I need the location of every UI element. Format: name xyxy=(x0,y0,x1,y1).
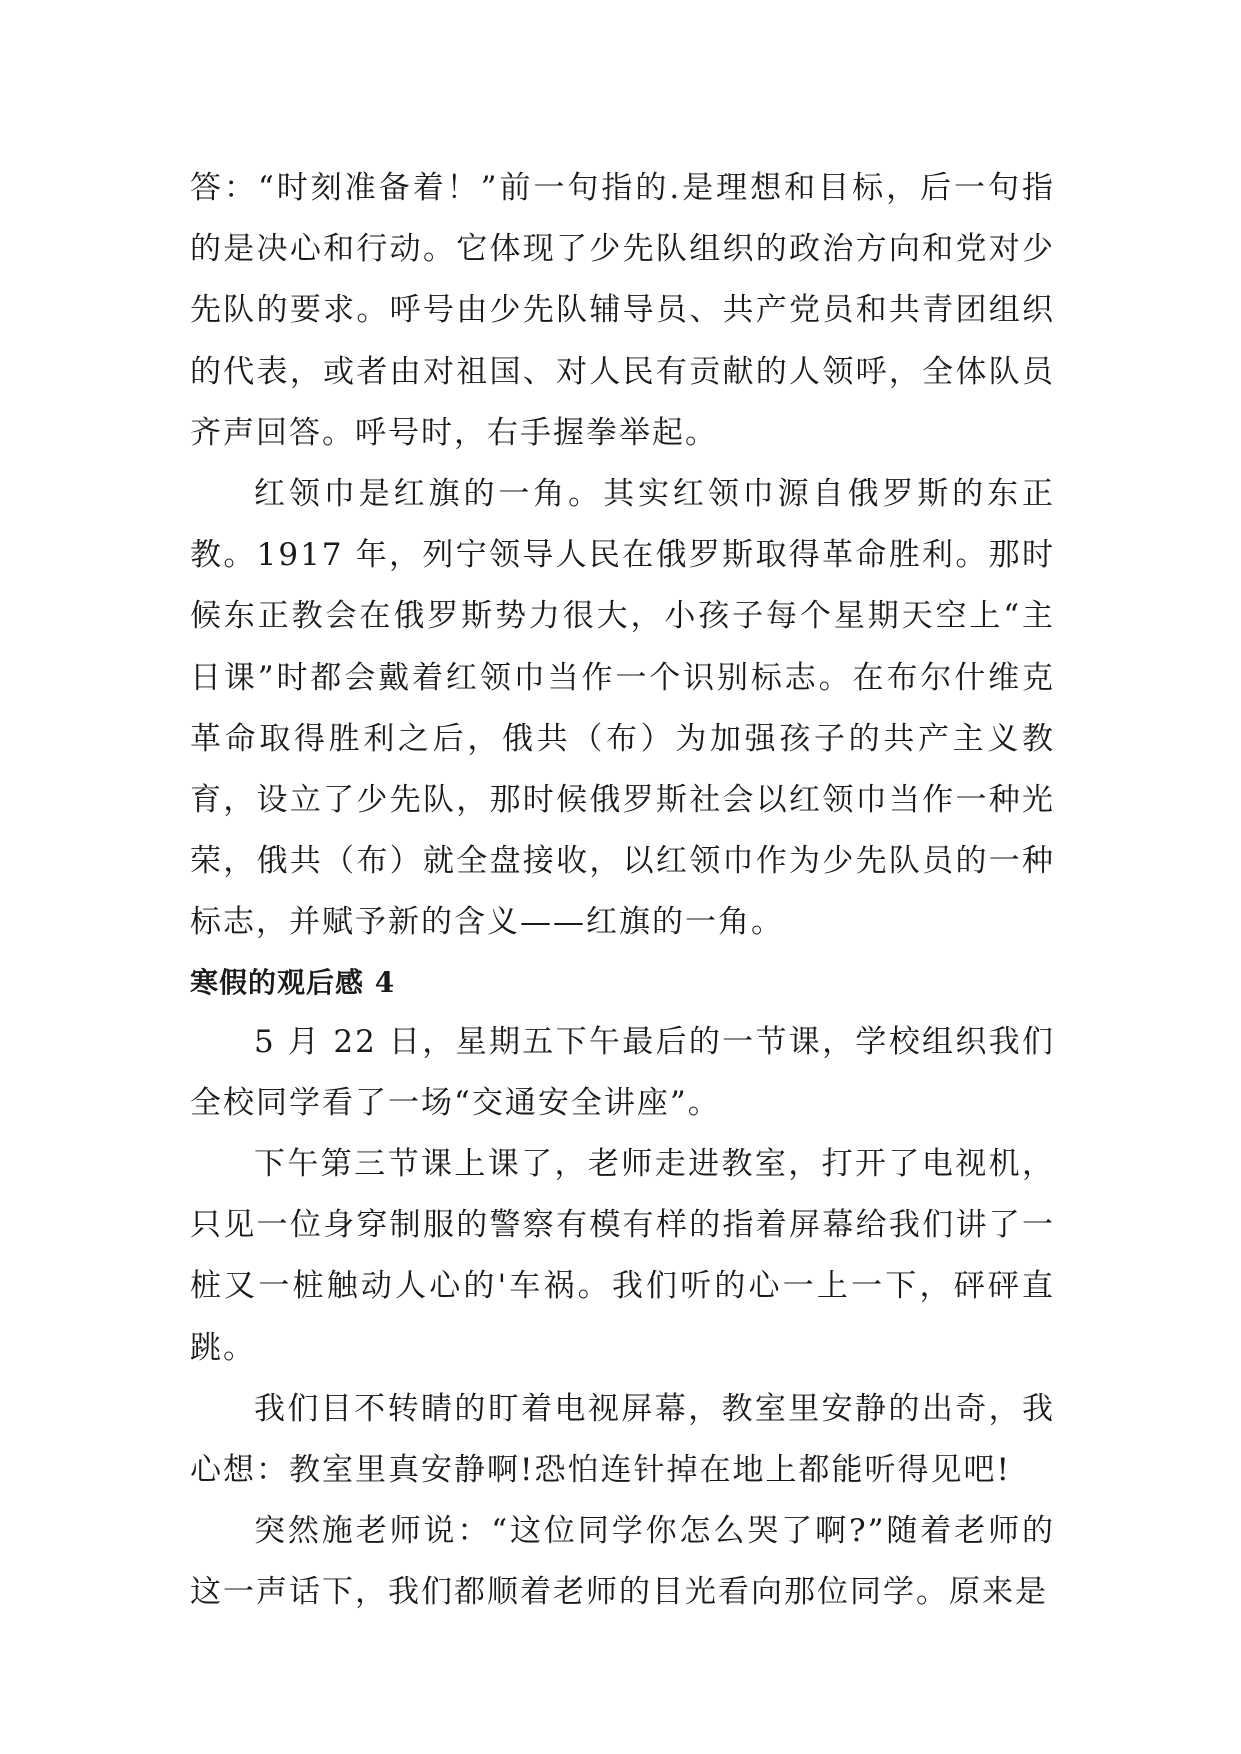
paragraph-third-class: 下午第三节课上课了，老师走进教室，打开了电视机，只见一位身穿制服的警察有模有样的指着屏幕给我们讲了一桩又一桩触动人心的'车祸。我们听的心一上一下，砰砰直跳。 xyxy=(190,1146,1055,1366)
section-heading: 寒假的观后感 4 xyxy=(190,965,396,999)
paragraph-pioneer-slogan: 答：“时刻准备着！”前一句指的.是理想和目标，后一句指的是决心和行动。它体现了少先队组织的政治方向和党对少先队的要求。呼号由少先队辅导员、共产党员和共青团组织的代表，或者由对祖国、对人民有贡献的人领呼，全体队员齐声回答。呼号时，右手握拳举起。 xyxy=(190,170,1055,451)
document-body xyxy=(190,158,1055,1624)
paragraph-quiet-classroom: 我们目不转睛的盯着电视屏幕，教室里安静的出奇，我心想：教室里真安静啊!恐怕连针掉在地上都能听得见吧! xyxy=(190,1390,1055,1489)
paragraph-lecture-intro: 5 月 22 日，星期五下午最后的一节课，学校组织我们全校同学看了一场“交通安全讲座”。 xyxy=(190,1023,1055,1121)
paragraph-teacher-question: 突然施老师说：“这位同学你怎么哭了啊?”随着老师的这一声话下，我们都顺着老师的目光看向那位同学。原来是 xyxy=(190,1513,1055,1611)
paragraph-red-scarf: 红领巾是红旗的一角。其实红领巾源自俄罗斯的东正教。1917 年，列宁领导人民在俄罗斯取得革命胜利。那时候东正教会在俄罗斯势力很大，小孩子每个星期天空上“主日课”时都会戴着红领巾当作一个识别标志。在布尔什维克革命取得胜利之后，俄共（布）为加强孩子的共产主义教育，设立了少先队，那时候俄罗斯社会以红领巾当作一种光荣，俄共（布）就全盘接收，以红领巾作为少先队员的一种标志，并赋予新的含义——红旗的一角。 xyxy=(190,476,1055,941)
